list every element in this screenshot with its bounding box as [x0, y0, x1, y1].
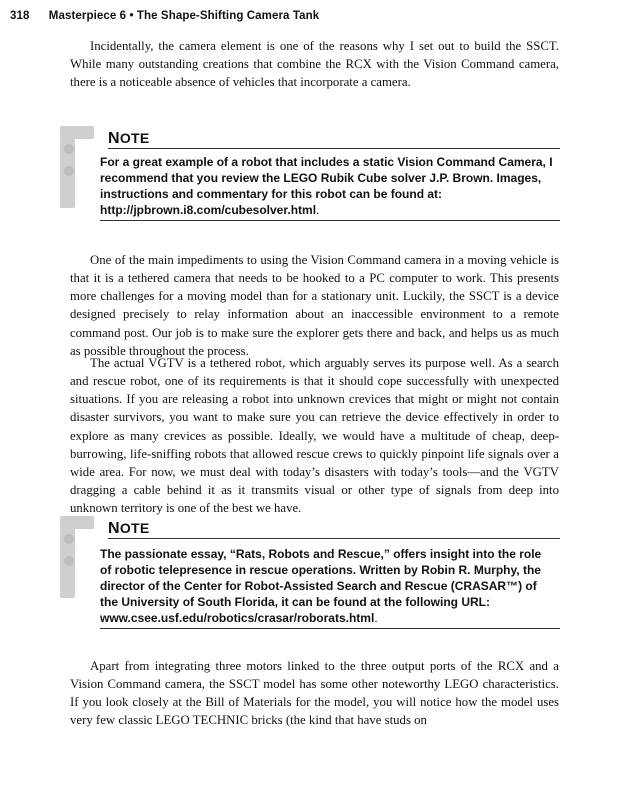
note-body: The passionate essay, “Rats, Robots and Rescue,” offers insight into the role of robotic telepresence in rescue operations. Written by Robin R. Murphy, the director of the Center for Robot-Assisted Search and Rescue (CRASAR™) of the University of South Florida, it can be found at the following URL: www.csee.usf.edu/robotics/crasar/roborats.html [100, 547, 542, 625]
note-heading [108, 518, 560, 539]
note-title: NOTE [108, 130, 150, 147]
running-title: Masterpiece 6 • The Shape-Shifting Camera Tank [48, 10, 320, 22]
note-body: For a great example of a robot that includes a static Vision Command Camera, I recommend that you review the LEGO Rubik Cube solver J.P. Brown. Images, instructions and commentary for this robot can be found at: http://jpbrown.i8.com/cubesolver.html [100, 155, 553, 217]
running-header [10, 10, 319, 22]
note-text: For a great example of a robot that includes a static Vision Command Camera, I recommend that you review the LEGO Rubik Cube solver J.P. Brown. Images, instructions and commentary for this robot can be found at: http://jpbrown.i8.com/cubesolver.html. [100, 155, 553, 217]
body-paragraph-3: The actual VGTV is a tethered robot, which arguably serves its purpose well. As a search and rescue robot, one of its requirements is that it should cope successfully with unexpected situations. If you are releasing a robot into unknown crevices that might or might not contain disaster survivors, you want to make sure you can retrieve the device effectively in order to explore as many crevices as possible. Ideally, we would have a multitude of cheap, deep-burrowing, life-sniffing robots that allowed rescue crews to quickly pinpoint life signals over a wide area. For now, we must deal with today’s disasters with today’s tools—and the VGTV dragging a cable behind it as it transmits visual or other type of signals from deep into unknown territory is one of the best we have. [70, 355, 559, 516]
body-paragraph-1: Incidentally, the camera element is one of the reasons why I set out to build the SSCT. While many outstanding creations that combine the RCX with the Vision Command camera, there is a noticeable absence of vehicles that incorporate a camera. [70, 38, 559, 90]
body-paragraph-4: Apart from integrating three motors linked to the three output ports of the RCX and a Vision Command camera, the SSCT model has some other noteworthy LEGO characteristics. If you look closely at the Bill of Materials for the model, you will notice how the model uses very few classic LEGO TECHNIC bricks (the kind that have studs on [70, 658, 559, 728]
note-heading [108, 128, 560, 149]
note-divider [100, 628, 560, 629]
note-title: NOTE [108, 520, 150, 537]
page-number: 318 [10, 10, 30, 22]
note-divider [100, 220, 560, 221]
note-text: The passionate essay, “Rats, Robots and Rescue,” offers insight into the role of robotic telepresence in rescue operations. Written by Robin R. Murphy, the director of the Center for Robot-Assisted Search and Rescue (CRASAR™) of the University of South Florida, it can be found at the following URL: www.csee.usf.edu/robotics/crasar/roborats.html. [100, 547, 542, 625]
body-paragraph-2: One of the main impediments to using the Vision Command camera in a moving vehicle is that it is a tethered camera that needs to be hooked to a PC computer to work. This presents more challenges for a moving model than for a stationary unit. Luckily, the SSCT is a device designed precisely to relay information about an inaccessible environment to a remote command post. Our job is to make sure the explorer gets there and back, and helps us as much as possible throughout the process. [70, 252, 559, 358]
